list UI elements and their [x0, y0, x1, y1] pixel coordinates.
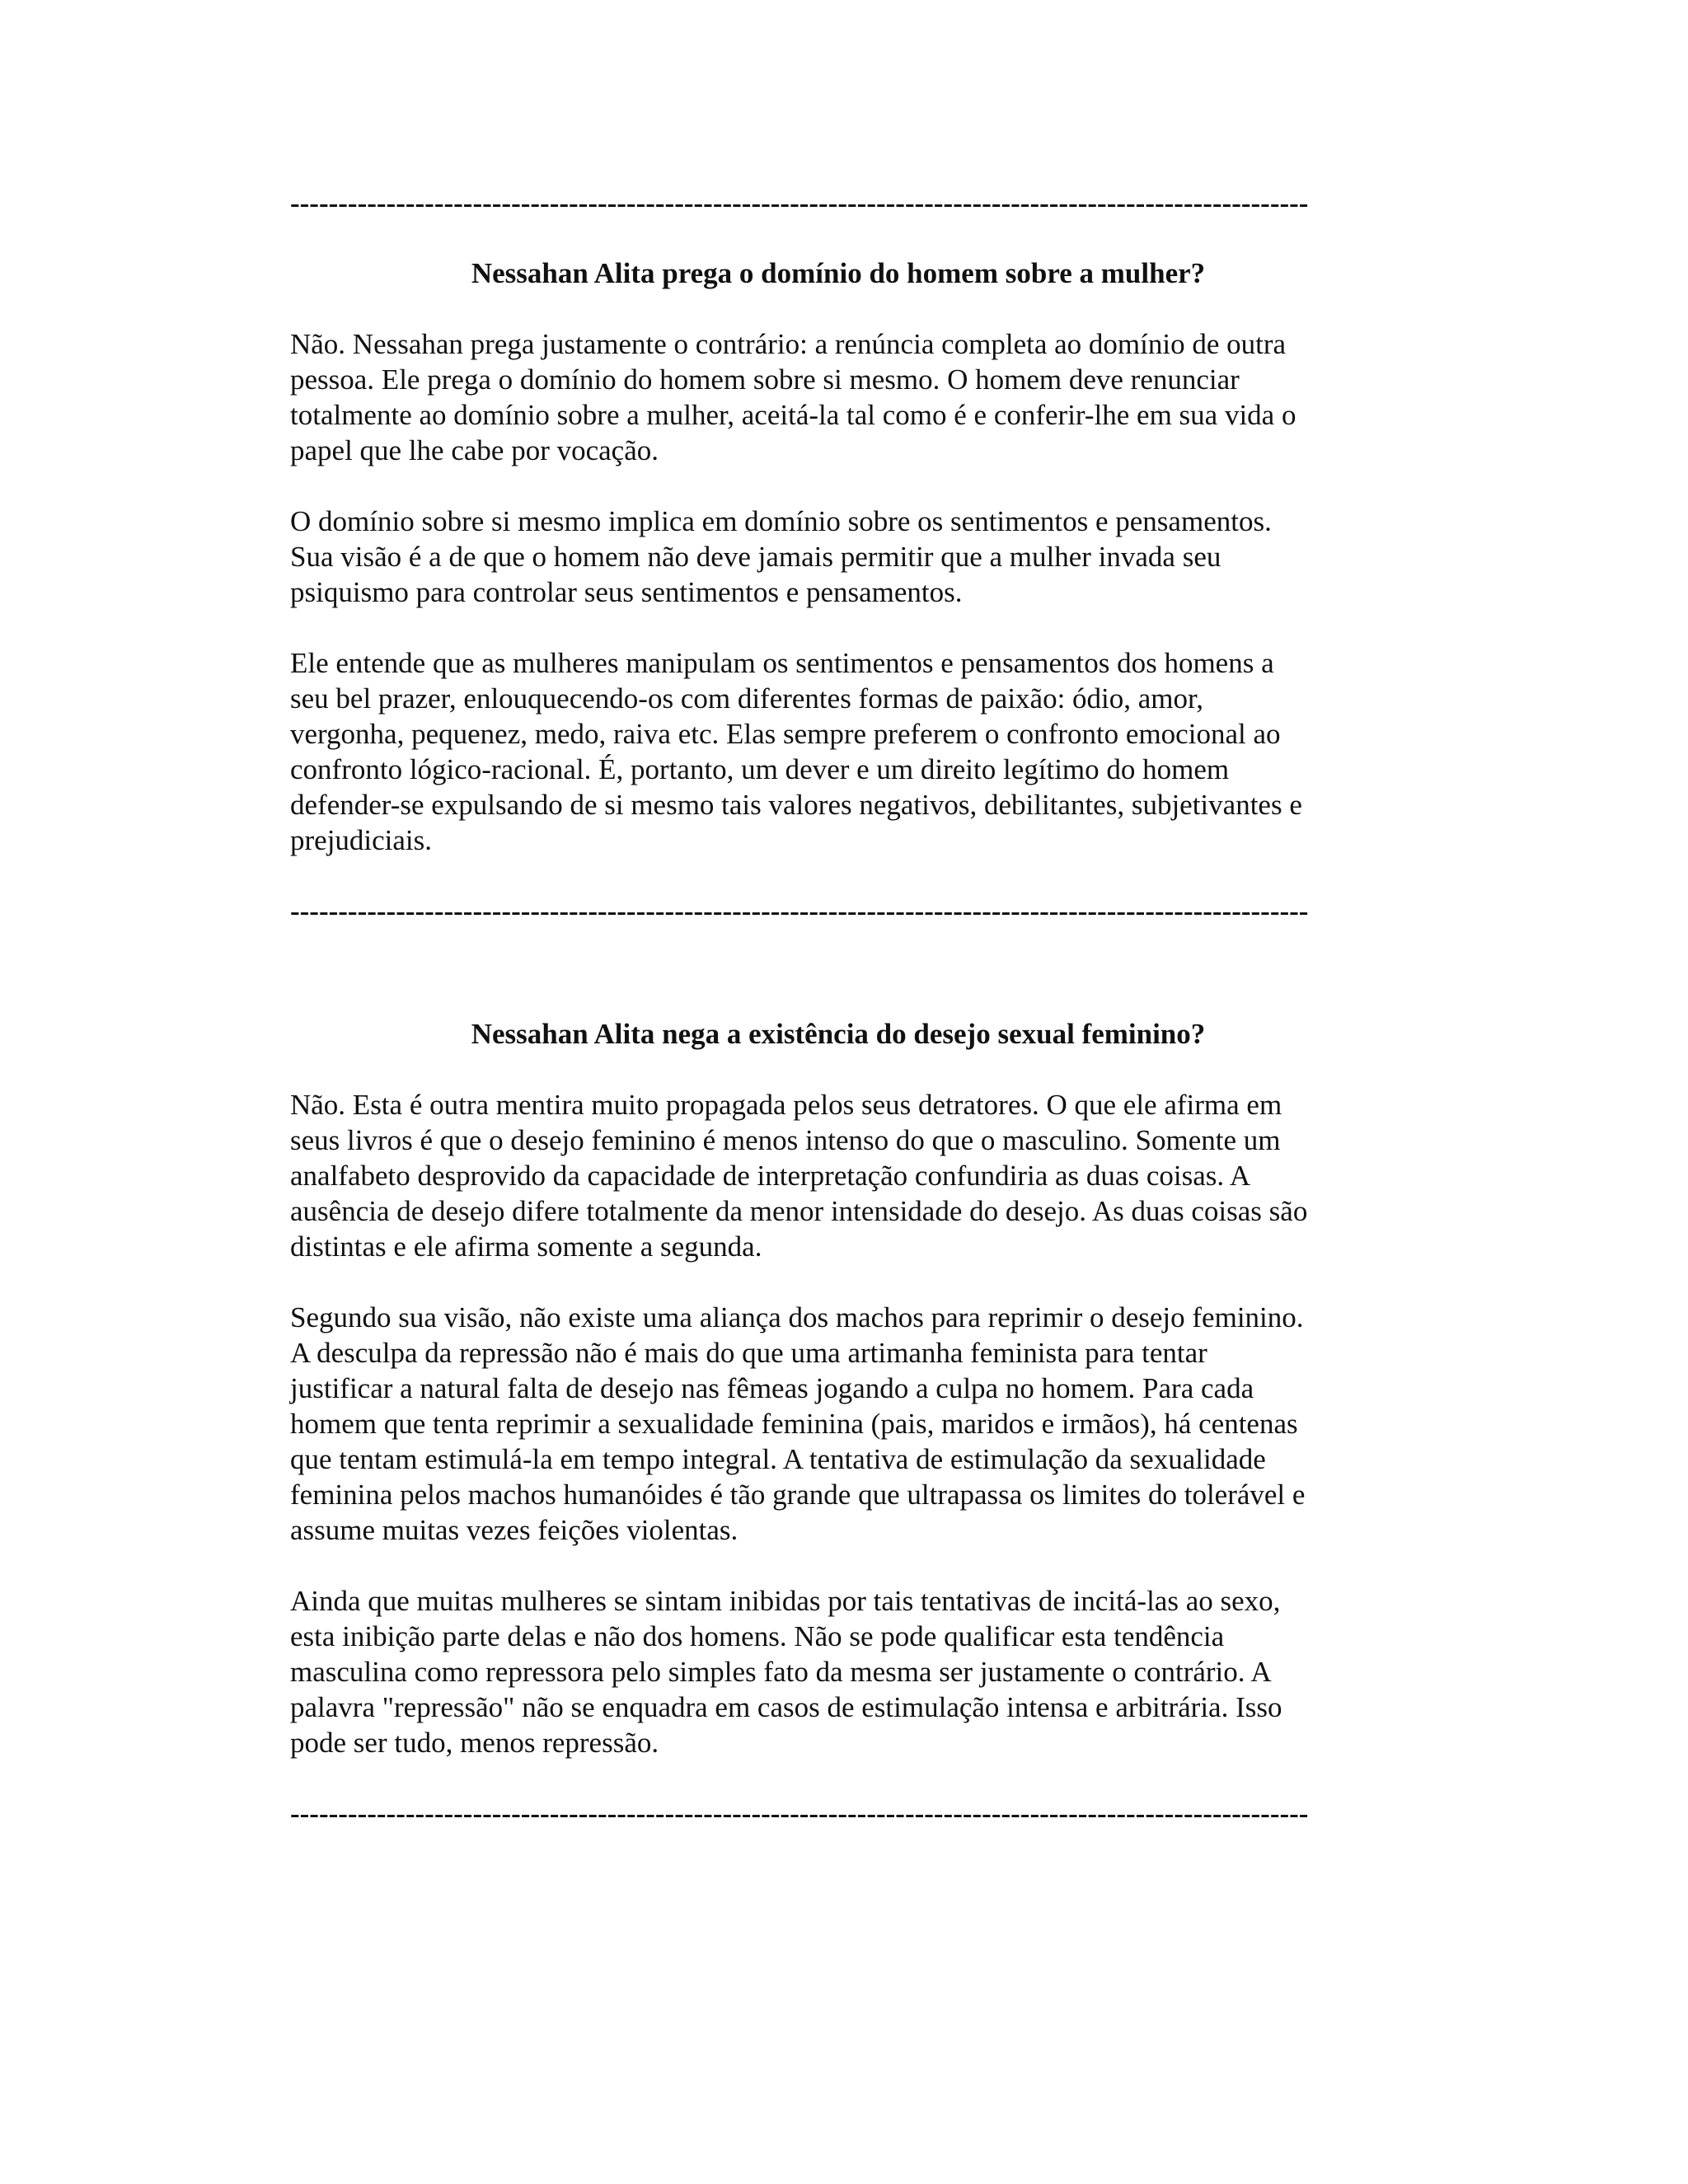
section-2-paragraph-3: Ainda que muitas mulheres se sintam inibidas por tais tentativas de incitá-las ao sexo, esta inibição parte delas e não dos homens. Não se pode qualificar esta tendência masculina como repressora pelo simples fato da mesma ser justamente o contrário. A palavra "repressão" não se enquadra em casos de estimulação intensa e arbitrária. Isso pode ser tudo, menos repressão. — [290, 1585, 1282, 1759]
document-page — [290, 185, 1386, 1831]
section-2-paragraph-1: Não. Esta é outra mentira muito propagada pelos seus detratores. O que ele afirma em seus livros é que o desejo feminino é menos intenso do que o masculino. Somente um analfabeto desprovido da capacidade de interpretação confundiria as duas coisas. A ausência de desejo difere totalmente da menor intensidade do desejo. As duas coisas são distintas e ele afirma somente a segunda. — [290, 1089, 1308, 1263]
section-1-paragraph-2: O domínio sobre si mesmo implica em domínio sobre os sentimentos e pensamentos. Sua visão é a de que o homem não deve jamais permitir que a mulher invada seu psiquismo para controlar seus sentimentos e pensamentos. — [290, 505, 1272, 608]
section-1-paragraph-3: Ele entende que as mulheres manipulam os sentimentos e pensamentos dos homens a seu bel prazer, enlouquecendo-os com diferentes formas de paixão: ódio, amor, vergonha, pequenez, medo, raiva etc. Elas sempre preferem o confronto emocional ao confronto lógico-racional. É, portanto, um dever e um direito legítimo do homem defender-se expulsando de si mesmo tais valores negativos, debilitantes, subjetivantes e prejudiciais. — [290, 647, 1302, 856]
section-2-paragraph-2: Segundo sua visão, não existe uma aliança dos machos para reprimir o desejo feminino. A desculpa da repressão não é mais do que uma artimanha feminista para tentar justificar a natural falta de desejo nas fêmeas jogando a culpa no homem. Para cada homem que tenta reprimir a sexualidade feminina (pais, maridos e irmãos), há centenas que tentam estimulá-la em tempo integral. A tentativa de estimulação da sexualidade feminina pelos machos humanóides é tão grande que ultrapassa os limites do tolerável e assume muitas vezes feições violentas. — [290, 1301, 1306, 1546]
separator-rule: ---------------------------------------------------------------------------------------------------------- — [290, 895, 1309, 927]
section-1-title: Nessahan Alita prega o domínio do homem sobre a mulher? — [471, 257, 1206, 289]
separator-rule: ---------------------------------------------------------------------------------------------------------- — [290, 1797, 1309, 1830]
section-1-paragraph-1: Não. Nessahan prega justamente o contrário: a renúncia completa ao domínio de outra pessoa. Ele prega o domínio do homem sobre si mesmo. O homem deve renunciar totalmente ao domínio sobre a mulher, aceitá-la tal como é e conferir-lhe em sua vida o papel que lhe cabe por vocação. — [290, 328, 1296, 466]
separator-rule: ---------------------------------------------------------------------------------------------------------- — [290, 187, 1309, 219]
section-2-title: Nessahan Alita nega a existência do desejo sexual feminino? — [471, 1018, 1206, 1050]
